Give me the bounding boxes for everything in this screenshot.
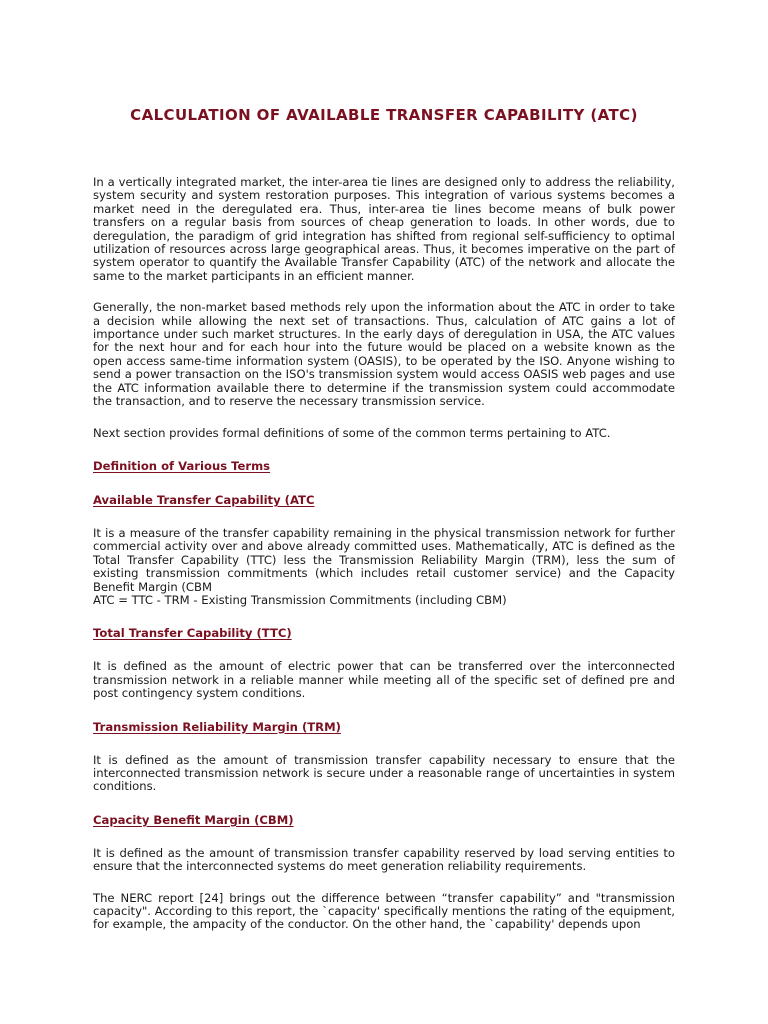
heading-definitions: Definition of Various Terms — [93, 458, 271, 473]
ttc-definition-paragraph: It is defined as the amount of electric power that can be transferred over the interconnected transmission network in a reliable manner while meeting all of the specific set of defined pre and post contingency system conditions. — [93, 659, 675, 701]
atc-definition-text: It is a measure of the transfer capability remaining in the physical transmission network for further commercial activity over and above already committed uses. Mathematically, ATC is defined as the Total Transfer Capability (TTC) less the Transmission Reliability Margin (TRM), less the sum of existing transmission commitments (which includes retail customer service) and the Capacity Benefit Margin (CBM — [93, 525, 675, 594]
intro-paragraph: In a vertically integrated market, the inter-area tie lines are designed only to address the reliability, system security and system restoration purposes. This integration of various systems becomes a market need in the deregulated era. Thus, inter-area tie lines become means of bulk power transfers on a regular basis from sources of cheap generation to loads. In other words, due to deregulation, the paradigm of grid integration has shifted from regional self-sufficiency to optimal utilization of resources across large geographical areas. Thus, it becomes imperative on the part of system operator to quantify the Available Transfer Capability (ATC) of the network and allocate the same to the market participants in an efficient manner. — [93, 175, 675, 283]
next-section-paragraph: Next section provides formal definitions of some of the common terms pertaining to ATC. — [93, 425, 611, 440]
heading-ttc: Total Transfer Capability (TTC) — [93, 626, 292, 641]
heading-atc: Available Transfer Capability (ATC — [93, 492, 315, 507]
page-title: CALCULATION OF AVAILABLE TRANSFER CAPABILITY (ATC) — [130, 106, 638, 124]
document-page — [93, 104, 675, 932]
trm-definition-paragraph: It is defined as the amount of transmission transfer capability necessary to ensure that the interconnected transmission network is secure under a reasonable range of uncertainties in system conditions. — [93, 752, 675, 794]
general-paragraph: Generally, the non-market based methods rely upon the information about the ATC in order to take a decision while allowing the next set of transactions. Thus, calculation of ATC gains a lot of importance under such market structures. In the early days of deregulation in USA, the ATC values for the next hour and for each hour into the future would be placed on a website known as the open access same-time information system (OASIS), to be operated by the ISO. Anyone wishing to send a power transaction on the ISO's transmission system would access OASIS web pages and use the ATC information available there to determine if the transmission system could accommodate the transaction, and to reserve the necessary transmission service. — [93, 300, 675, 409]
heading-cbm: Capacity Benefit Margin (CBM) — [93, 812, 294, 827]
nerc-paragraph: The NERC report [24] brings out the difference between “transfer capability” and "transmission capacity". According to this report, the `capacity' specifically mentions the rating of the equipment, for example, the ampacity of the conductor. On the other hand, the `capability' depends upon — [93, 890, 675, 932]
heading-trm: Transmission Reliability Margin (TRM) — [93, 719, 341, 734]
atc-formula: ATC = TTC - TRM - Existing Transmission Commitments (including CBM) — [93, 592, 507, 607]
cbm-definition-paragraph: It is defined as the amount of transmission transfer capability reserved by load serving entities to ensure that the interconnected systems do meet generation reliability requirements. — [93, 845, 675, 874]
atc-definition-paragraph — [93, 527, 675, 607]
